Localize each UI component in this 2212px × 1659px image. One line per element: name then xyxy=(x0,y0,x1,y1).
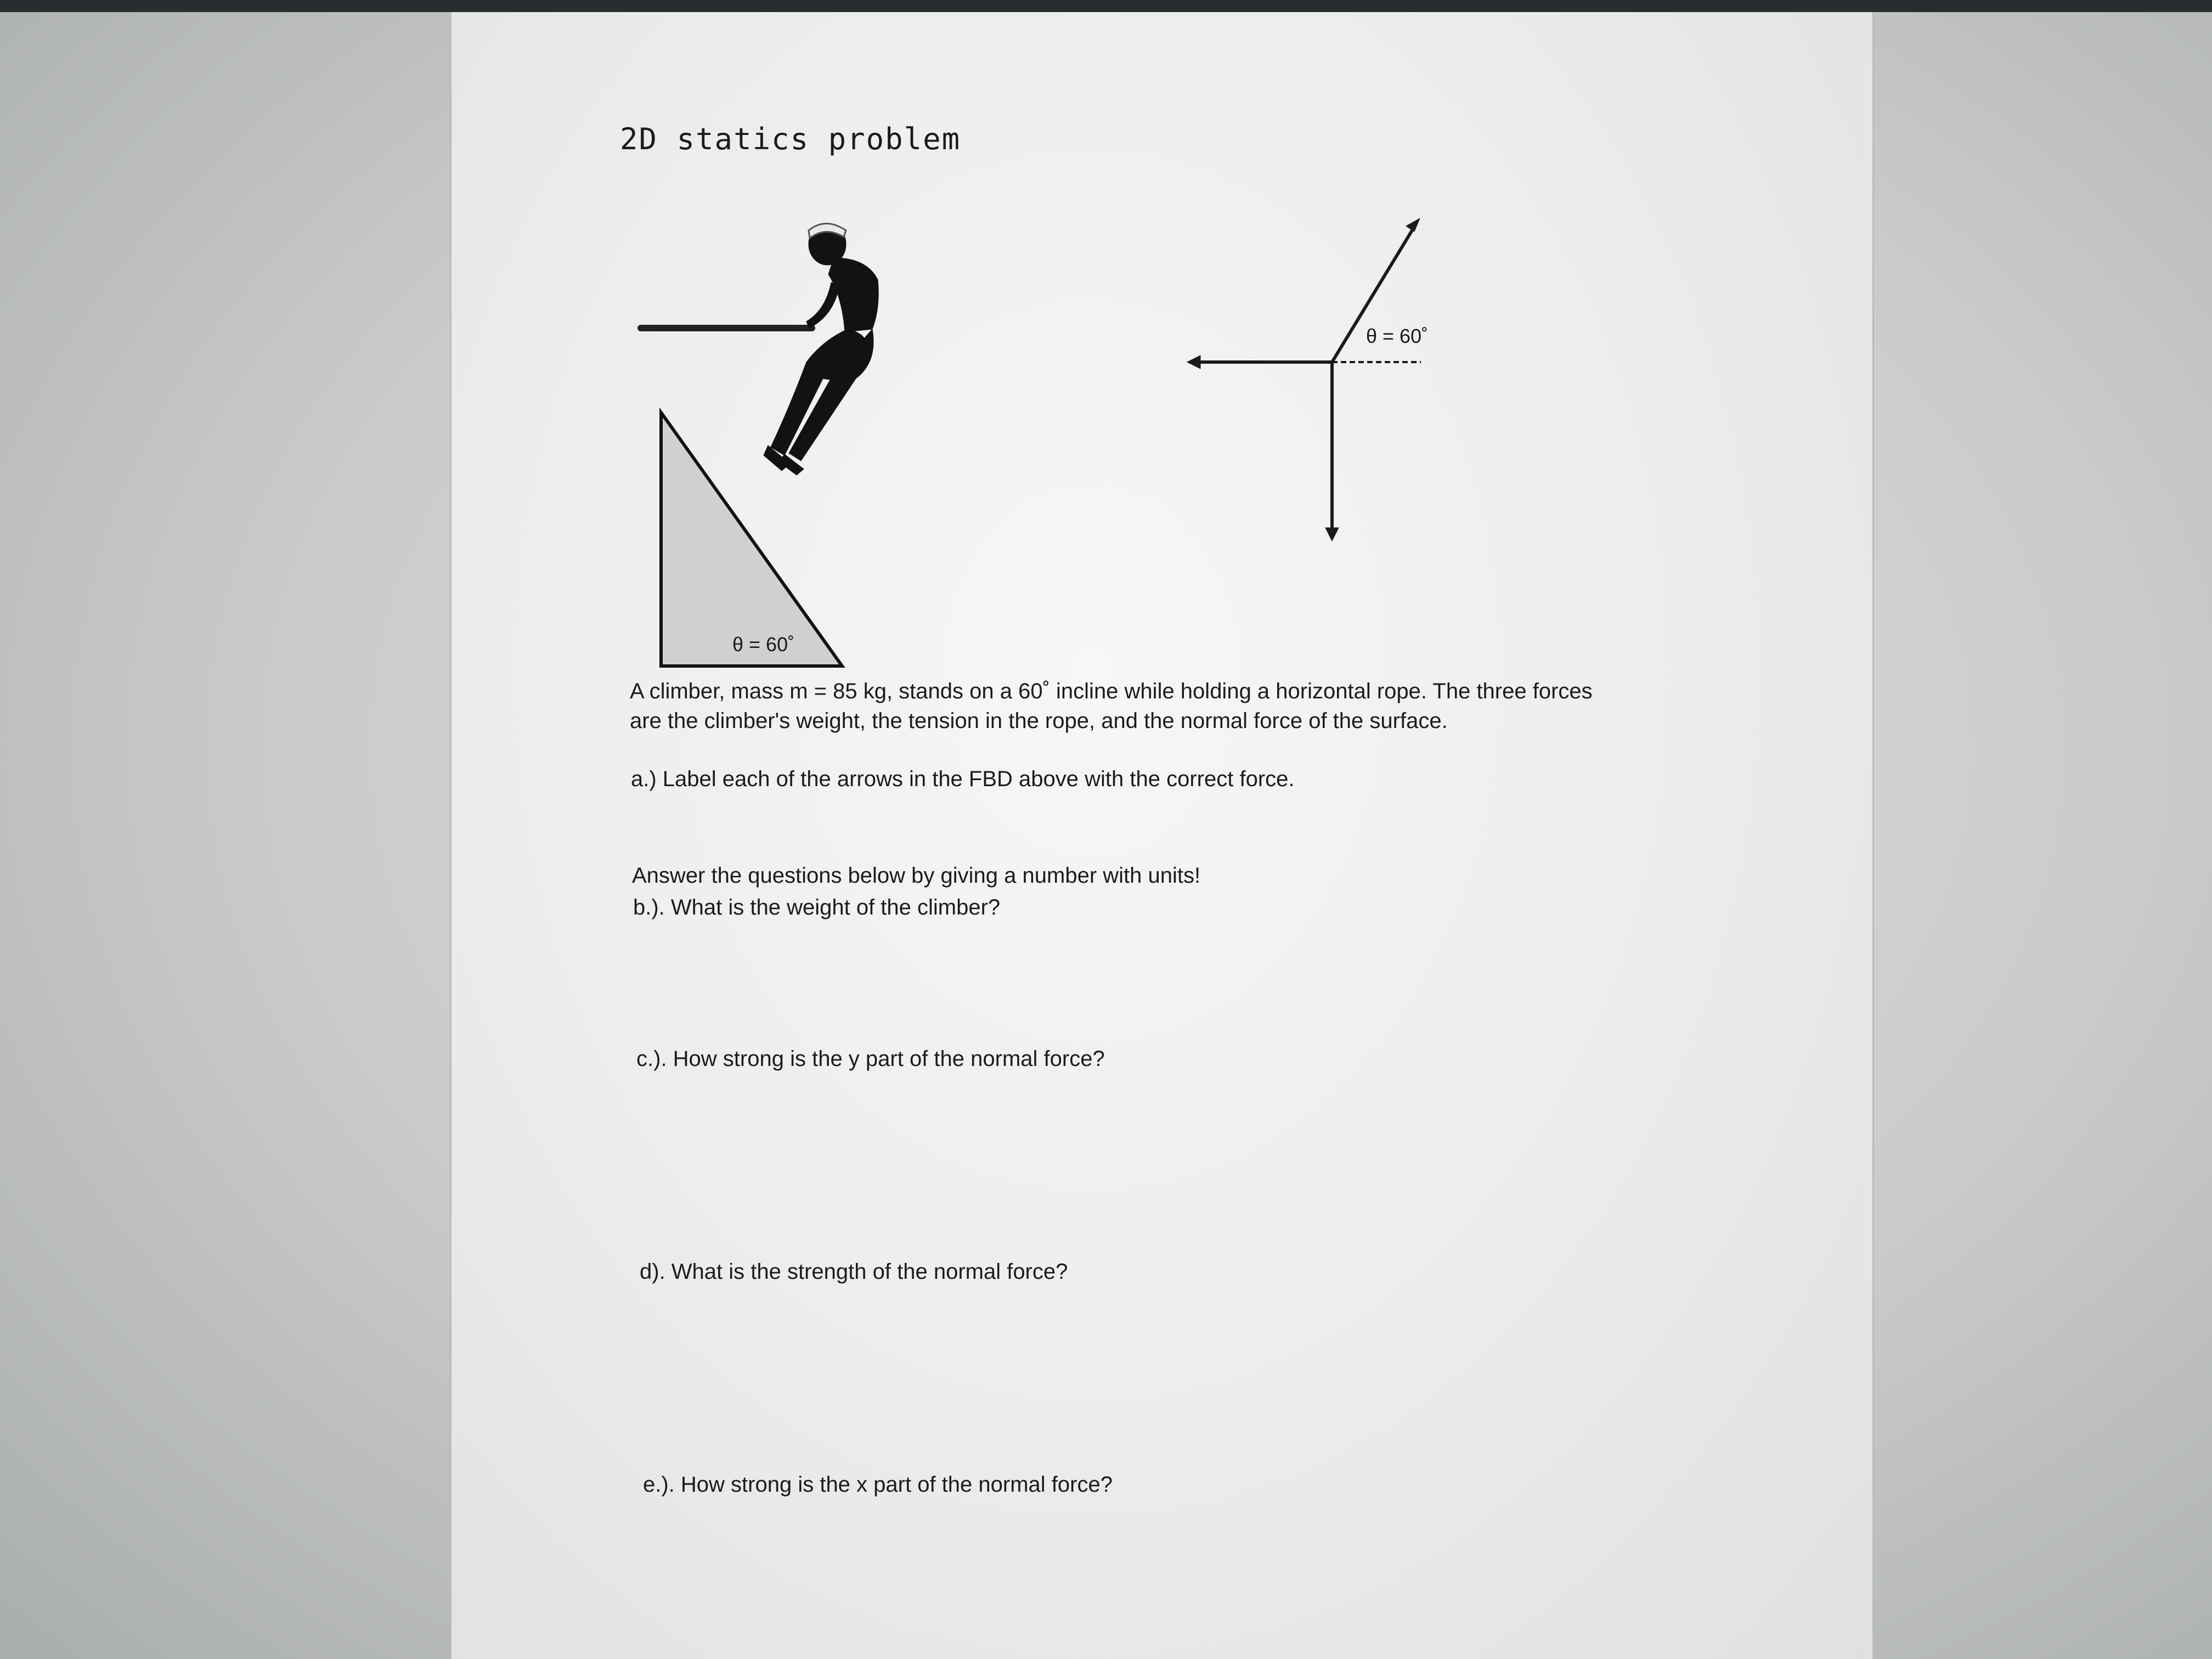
incline-triangle xyxy=(661,413,842,666)
fbd-angle-label: θ = 60˚ xyxy=(1366,325,1429,347)
incline-angle-label: θ = 60˚ xyxy=(732,633,795,656)
climber-silhouette xyxy=(764,223,878,475)
answer-instruction: Answer the questions below by giving a number with units! xyxy=(632,864,1201,888)
intro-line-2: are the climber's weight, the tension in the rope, and the normal force of the surface. xyxy=(630,709,1448,733)
question-d: d). What is the strength of the normal force? xyxy=(640,1260,1068,1284)
intro-line-1: A climber, mass m = 85 kg, stands on a 60˚ incline while holding a horizontal rope. The three forces xyxy=(630,679,1593,703)
task-a: a.) Label each of the arrows in the FBD above with the correct force. xyxy=(631,767,1295,791)
fbd-arrowhead-normal xyxy=(1406,218,1420,232)
page-title: 2D statics problem xyxy=(620,122,961,156)
question-e: e.). How strong is the x part of the normal force? xyxy=(643,1472,1113,1497)
fbd-arrowhead-tension xyxy=(1187,356,1200,369)
question-c: c.). How strong is the y part of the normal force? xyxy=(636,1047,1105,1071)
free-body-diagram xyxy=(1187,218,1421,541)
question-b: b.). What is the weight of the climber? xyxy=(633,895,1001,919)
fbd-arrowhead-weight xyxy=(1325,528,1339,541)
